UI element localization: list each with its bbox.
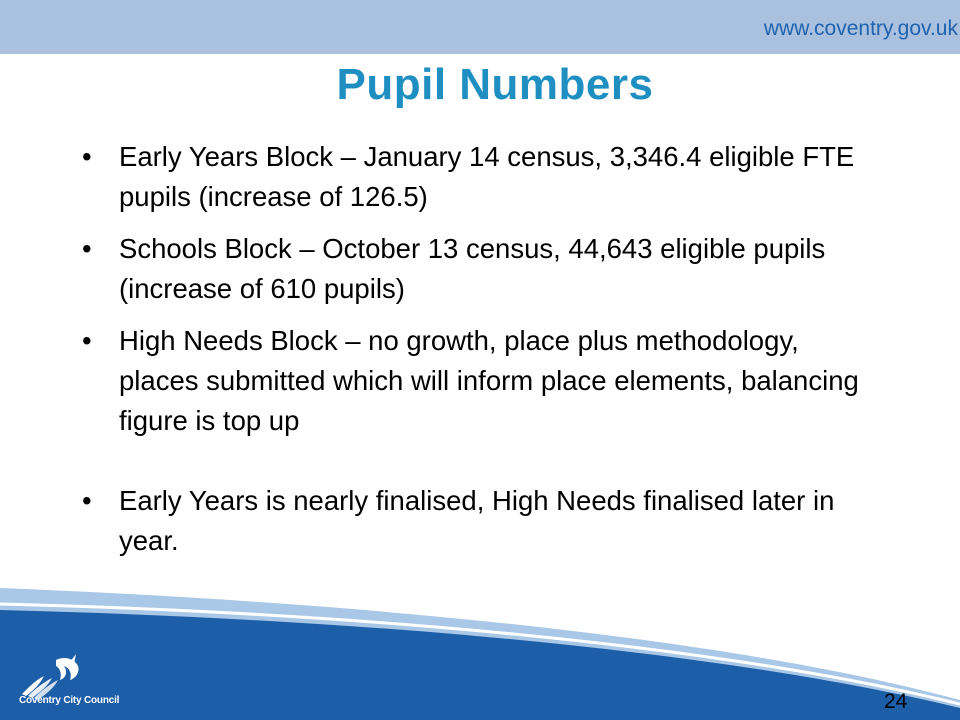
bullet-text: Schools Block – October 13 census, 44,643 eligible pupils (increase of 610 pupils) xyxy=(119,233,826,304)
bullet-item xyxy=(82,321,882,441)
bullet-item xyxy=(82,137,882,217)
bullet-text: Early Years is nearly finalised, High Needs finalised later in year. xyxy=(119,485,835,556)
bullet-symbol: • xyxy=(82,141,92,172)
bullet-item xyxy=(82,481,882,561)
logo-text: Coventry City Council xyxy=(19,695,120,706)
slide-title: Pupil Numbers xyxy=(336,60,654,109)
bullet-symbol: • xyxy=(82,485,92,516)
website-link[interactable]: www.coventry.gov.uk xyxy=(763,17,958,40)
bullet-item xyxy=(82,229,882,309)
bullet-text: Early Years Block – January 14 census, 3,346.4 eligible FTE pupils (increase of 126.5) xyxy=(119,141,855,212)
page-number: 24 xyxy=(884,690,908,713)
bullet-symbol: • xyxy=(82,325,92,356)
bullet-symbol: • xyxy=(82,233,92,264)
bullet-list xyxy=(82,137,882,573)
footer-wave xyxy=(0,560,960,720)
bullet-text: High Needs Block – no growth, place plus methodology, places submitted which will inform place elements, balancing figure is top up xyxy=(119,325,859,436)
